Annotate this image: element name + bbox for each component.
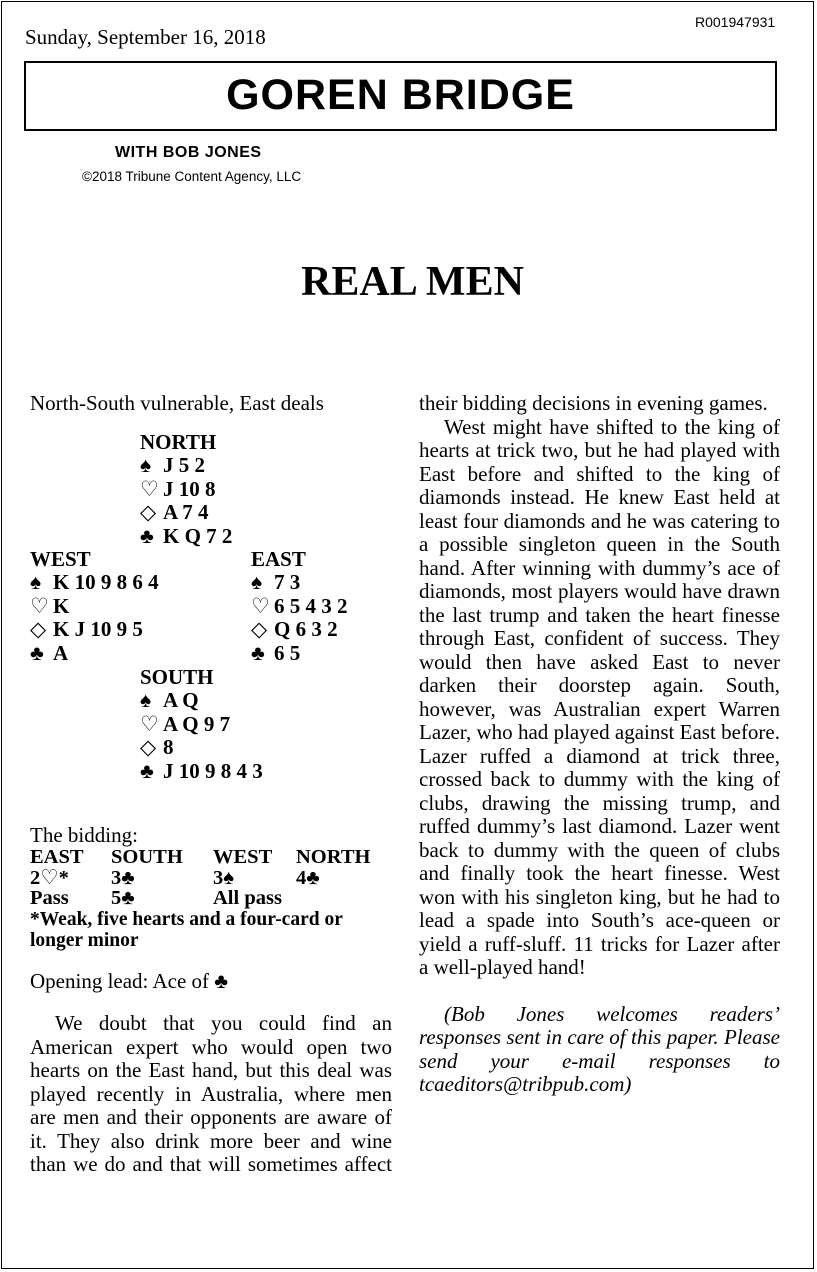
west-clubs: A <box>53 640 69 665</box>
diamond-icon: ◇ <box>140 500 157 524</box>
spade-icon: ♠ <box>140 453 152 477</box>
document-code: R001947931 <box>695 14 776 30</box>
bidding-label: The bidding: <box>30 822 138 847</box>
bid: 2♡* <box>30 866 69 889</box>
north-diamonds: A 7 4 <box>163 500 209 524</box>
bidding-row <box>30 888 392 909</box>
bidding-header: NORTH <box>296 846 371 868</box>
club-icon: ♣ <box>30 640 44 665</box>
right-column <box>419 392 780 1097</box>
west-hearts: K <box>53 593 70 618</box>
bid: 3♣ <box>111 866 135 889</box>
heart-icon: ♡ <box>251 593 270 618</box>
publication-date: Sunday, September 16, 2018 <box>25 25 266 49</box>
bid <box>296 888 386 909</box>
south-spades: A Q <box>163 688 199 712</box>
heart-icon: ♡ <box>140 476 159 501</box>
spade-icon: ♠ <box>30 570 42 594</box>
west-spades: K 10 9 8 6 4 <box>53 570 159 594</box>
heart-icon: ♡ <box>140 711 159 736</box>
hand-east <box>251 548 348 666</box>
club-icon: ♣ <box>140 758 154 783</box>
paragraph-continuation: their bidding decisions in evening games. <box>419 391 768 415</box>
column-title: GOREN BRIDGE <box>226 71 575 119</box>
east-hearts: 6 5 4 3 2 <box>274 593 348 618</box>
hand-label: EAST <box>251 546 306 571</box>
hand-south <box>140 666 263 784</box>
bidding-row <box>30 868 392 889</box>
hand-label: NORTH <box>140 429 217 454</box>
title-box <box>24 61 777 131</box>
spade-icon: ♠ <box>251 570 263 594</box>
bidding-header: SOUTH <box>111 846 183 868</box>
north-spades: J 5 2 <box>163 453 205 477</box>
east-diamonds: Q 6 3 2 <box>274 617 338 641</box>
north-clubs: K Q 7 2 <box>163 523 233 548</box>
hand-west <box>30 548 159 666</box>
club-icon: ♣ <box>140 523 154 548</box>
paragraph-contact: (Bob Jones welcomes readers’ responses sent in care of this paper. Please send your e-mail responses to tcaeditors@tribpub.com) <box>419 1001 780 1096</box>
opening-lead: Opening lead: Ace of ♣ <box>30 968 229 993</box>
club-icon: ♣ <box>251 640 265 665</box>
south-clubs: J 10 9 8 4 3 <box>163 758 263 783</box>
south-hearts: A Q 9 7 <box>163 711 231 736</box>
spade-icon: ♠ <box>140 688 152 712</box>
south-diamonds: 8 <box>163 735 174 759</box>
bidding-section <box>30 824 392 951</box>
hand-label: SOUTH <box>140 664 214 689</box>
bidding-header: EAST <box>30 846 84 868</box>
heart-icon: ♡ <box>30 593 49 618</box>
diamond-icon: ◇ <box>251 617 268 641</box>
bidding-note: *Weak, five hearts and a four-card or longer minor <box>30 908 343 951</box>
hand-label: WEST <box>30 546 91 571</box>
hand-north <box>140 431 232 549</box>
byline: WITH BOB JONES <box>115 144 262 161</box>
bid: 3♠ <box>213 866 235 889</box>
east-clubs: 6 5 <box>274 640 301 665</box>
article-headline: REAL MEN <box>301 259 524 305</box>
bid: 5♣ <box>111 887 135 909</box>
bidding-header-row <box>30 847 392 868</box>
north-hearts: J 10 8 <box>163 476 216 501</box>
deal-diagram <box>30 429 392 824</box>
east-spades: 7 3 <box>274 570 301 594</box>
diamond-icon: ◇ <box>30 617 47 641</box>
paragraph-analysis: West might have shifted to the king of hearts at trick two, but he had played with East before and shifted to the king of diamonds instead. He knew East held at least four diamonds and he was catering to a possible singleton queen in the South hand. After winning with dummy’s ace of diamonds, most players would have drawn the last trump and taken the heart finesse through East, confident of success. They would then have asked East to never darken their doorstep again. South, however, was Australian expert Warren Lazer, who had played against East before. Lazer ruffed a diamond at trick three, crossed back to dummy with the king of clubs, drawing the missing trump, and ruffed dummy’s last diamond. Lazer went back to dummy with the queen of clubs and finally took the heart finesse. West won with his singleton king, but he had to lead a spade into South’s ace-queen or yield a ruff-sluff. 11 tricks for Lazer after a well-played hand! <box>419 414 780 979</box>
copyright-notice: ©2018 Tribune Content Agency, LLC <box>82 169 302 184</box>
paragraph-intro: We doubt that you could find an American expert who would open two hearts on the East hand, but this deal was played recently in Australia, where men are men and their opponents are aware of it. They also drink more beer and wine than we do and that will sometimes affect <box>30 1011 392 1176</box>
bidding-header: WEST <box>213 846 273 868</box>
diamond-icon: ◇ <box>140 735 157 759</box>
deal-setup: North-South vulnerable, East deals <box>30 391 324 415</box>
bid: 4♣ <box>296 866 320 889</box>
bid: All pass <box>213 887 282 909</box>
west-diamonds: K J 10 9 5 <box>53 617 143 641</box>
left-column <box>30 392 392 1177</box>
bid: Pass <box>30 887 69 909</box>
